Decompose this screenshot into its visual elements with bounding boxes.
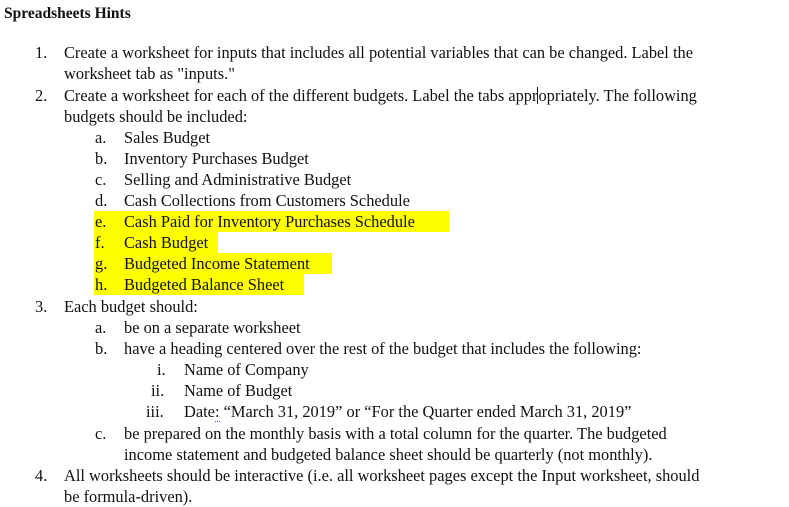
item-3-text: Each budget should: (64, 297, 198, 316)
list-number-3: 3. (35, 297, 48, 316)
item-2-line-1-part-b: opriately. The following (538, 86, 697, 105)
sub-number-3b: b. (95, 339, 108, 358)
sub-number-2e: e. (95, 212, 107, 231)
list-number-1: 1. (35, 43, 48, 62)
sub-item-2f-text: Cash Budget (124, 233, 209, 252)
list-number-4: 4. (35, 466, 48, 485)
date-label: Date (184, 402, 215, 421)
subsub-number-ii: ii. (151, 381, 165, 400)
highlighted-sub-item-2f (94, 232, 218, 253)
sub-number-2c: c. (95, 170, 107, 189)
item-1-line-2: worksheet tab as "inputs." (64, 64, 235, 83)
sub-number-3a: a. (95, 318, 107, 337)
date-options: “March 31, 2019” or “For the Quarter ended March 31, 2019” (219, 402, 632, 421)
sub-item-2e-text: Cash Paid for Inventory Purchases Schedule (124, 212, 415, 231)
item-2-line-1-part-a: Create a worksheet for each of the different budgets. Label the tabs appr (64, 86, 538, 105)
subsub-number-iii: iii. (146, 402, 164, 421)
item-4-line-2: be formula-driven). (64, 487, 193, 506)
sub-number-2a: a. (95, 128, 107, 147)
sub-item-2c: Selling and Administrative Budget (124, 170, 352, 189)
sub-number-2f: f. (95, 233, 105, 252)
list-number-2: 2. (35, 86, 48, 105)
sub-number-2b: b. (95, 149, 108, 168)
sub-number-3c: c. (95, 424, 107, 443)
sub-number-2h: h. (95, 275, 108, 294)
sub-item-3a: be on a separate worksheet (124, 318, 301, 337)
sub-item-2b: Inventory Purchases Budget (124, 149, 309, 168)
item-2-line-1 (64, 85, 697, 106)
sub-item-3c-line-1: be prepared on the monthly basis with a total column for the quarter. The budgeted (124, 424, 667, 443)
subsub-item-i: Name of Company (184, 360, 309, 379)
sub-number-2g: g. (95, 254, 108, 273)
sub-item-2h-text: Budgeted Balance Sheet (124, 275, 285, 294)
item-1-line-1: Create a worksheet for inputs that includes all potential variables that can be changed. Label the (64, 43, 693, 62)
subsub-number-i: i. (157, 360, 166, 379)
highlighted-sub-item-2g (94, 253, 332, 274)
subsub-item-iii (184, 401, 631, 422)
sub-number-2d: d. (95, 191, 108, 210)
document-title: Spreadsheets Hints (4, 5, 131, 22)
item-4-line-1: All worksheets should be interactive (i.e. all worksheet pages except the Input worksheet, should (64, 466, 700, 485)
highlighted-sub-item-2e (94, 211, 449, 232)
sub-item-2g-text: Budgeted Income Statement (124, 254, 310, 273)
sub-item-2a: Sales Budget (124, 128, 211, 147)
sub-item-3b: have a heading centered over the rest of the budget that includes the following: (124, 339, 642, 358)
item-2-line-2: budgets should be included: (64, 107, 248, 126)
highlighted-sub-item-2h (94, 274, 304, 295)
date-colon: : (214, 402, 220, 421)
sub-item-2d: Cash Collections from Customers Schedule (124, 191, 410, 210)
subsub-item-ii: Name of Budget (184, 381, 293, 400)
sub-item-3c-line-2: income statement and budgeted balance sheet should be quarterly (not monthly). (124, 445, 653, 464)
